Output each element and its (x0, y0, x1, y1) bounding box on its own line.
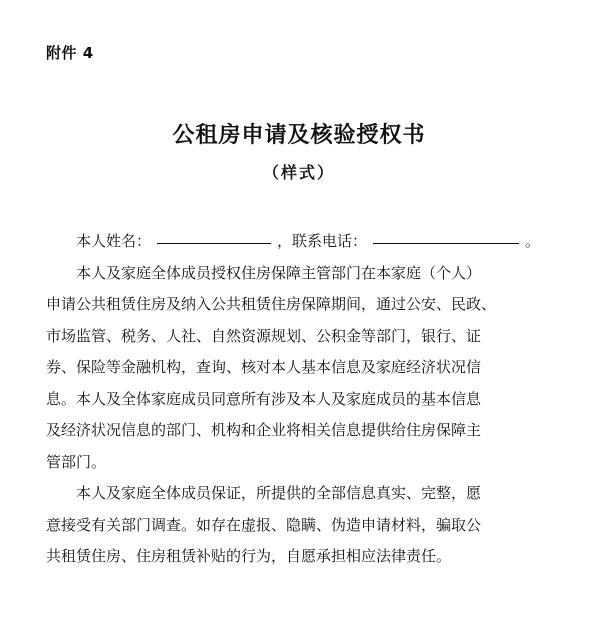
paragraph-line (46, 289, 552, 321)
line-text: 意接受有关部门调查。如存在虚报、隐瞒、伪造申请材料，骗取公 (46, 515, 482, 534)
name-blank[interactable] (157, 225, 271, 244)
document-title: 公租房申请及核验授权书 (172, 122, 426, 148)
paragraph-line (46, 415, 552, 447)
line-text: 市场监管、税务、人社、自然资源规划、公积金等部门，银行、证 (46, 326, 482, 345)
paragraph-line (46, 510, 552, 542)
line-text: 及经济状况信息的部门、机构和企业将相关信息提供给住房保障主 (46, 421, 482, 439)
paragraph-line (46, 321, 552, 353)
document-subtitle: （样式） (262, 163, 335, 182)
paragraph-line (46, 447, 552, 479)
name-label: 本人姓名： (76, 232, 152, 250)
attachment-label: 附件 4 (46, 44, 94, 62)
line-text: 申请公共租赁住房及纳入公共租赁住房保障期间，通过公安、民政、 (46, 295, 497, 313)
phone-label: ，联系电话： (277, 232, 368, 250)
paragraph-guarantee (46, 478, 552, 573)
line-text: 管部门。 (46, 452, 107, 471)
line-text: 息。本人及全体家庭成员同意所有涉及本人及家庭成员的基本信息 (46, 389, 482, 408)
paragraph-line (46, 384, 552, 416)
line-text: 共租赁住房、住房租赁补贴的行为，自愿承担相应法律责任。 (46, 547, 452, 565)
applicant-info-row (46, 226, 552, 258)
line-text: 本人及家庭全体成员保证，所提供的全部信息真实、完整，愿 (76, 484, 482, 502)
paragraph-line (46, 258, 552, 290)
document-body (46, 226, 552, 573)
paragraph-line (46, 478, 552, 510)
paragraph-authorization (46, 258, 552, 479)
paragraph-line (46, 541, 552, 573)
line-text: 券、保险等金融机构，查询、核对本人基本信息及家庭经济状况信 (46, 358, 482, 376)
paragraph-line (46, 352, 552, 384)
line-text: 本人及家庭全体成员授权住房保障主管部门在本家庭（个人） (76, 263, 482, 282)
phone-blank[interactable] (373, 225, 519, 244)
end-mark: 。 (525, 232, 541, 250)
